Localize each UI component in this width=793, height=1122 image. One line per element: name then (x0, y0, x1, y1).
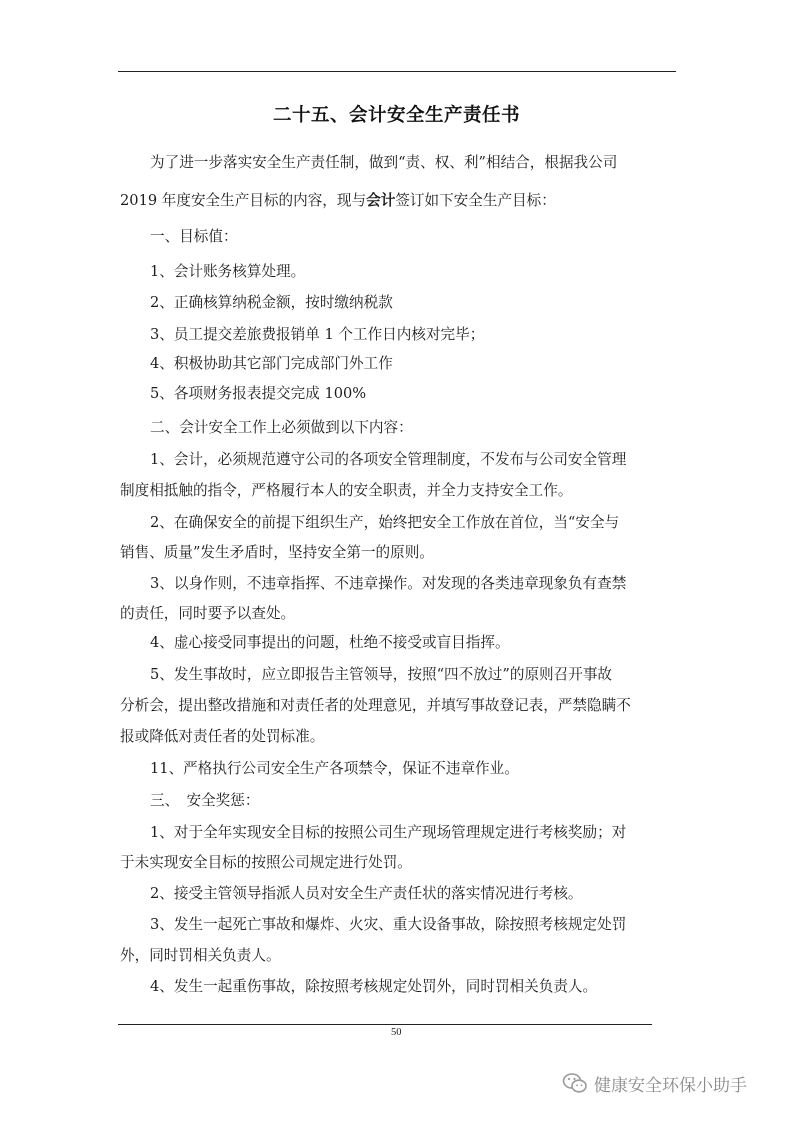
section1-item: 3、员工提交差旅费报销单 1 个工作日内核对完毕； (150, 326, 485, 343)
section2-item-2: 2、在确保安全的前提下组织生产，始终把安全工作放在首位，当“安全与 (150, 514, 620, 531)
section2-item-1-cont: 制度相抵触的指令，严格履行本人的安全职责，并全力支持安全工作。 (120, 482, 573, 499)
section3-heading: 三、 安全奖惩： (150, 792, 260, 809)
section3-item-4: 4、发生一起重伤事故，除按照考核规定处罚外，同时罚相关负责人。 (150, 978, 598, 995)
section1-item: 2、正确核算纳税金额，按时缴纳税款 (150, 294, 393, 311)
watermark-text: 健康安全环保小助手 (594, 1075, 747, 1096)
intro-text-before: 2019 年度安全生产目标的内容，现与 (120, 192, 367, 209)
section1-item: 5、各项财务报表提交完成 100% (150, 385, 367, 402)
section1-item: 4、积极协助其它部门完成部门外工作 (150, 355, 393, 372)
section2-item-2-cont: 销售、质量”发生矛盾时，坚持安全第一的原则。 (120, 544, 434, 561)
header-rule (118, 71, 676, 72)
section2-heading: 二、会计安全工作上必须做到以下内容： (150, 419, 413, 436)
section1-item: 1、会计账务核算处理。 (150, 263, 306, 280)
section2-item-1: 1、会计，必须规范遵守公司的各项安全管理制度，不发布与公司安全管理 (150, 451, 627, 468)
footer-rule (118, 1024, 652, 1025)
section2-item-3-cont: 的责任，同时要予以查处。 (120, 605, 296, 622)
section3-item-1: 1、对于全年实现安全目标的按照公司生产现场管理规定进行考核奖励；对 (150, 824, 627, 841)
intro-recipient: 会计 (366, 192, 396, 209)
intro-text-after: 签订如下安全生产目标： (395, 192, 556, 209)
section2-item-4: 4、虚心接受同事提出的问题，杜绝不接受或盲目指挥。 (150, 634, 510, 651)
intro-line-1: 为了进一步落实安全生产责任制，做到“责、权、利”相结合，根据我公司 (150, 154, 618, 171)
document-title: 二十五、会计安全生产责任书 (272, 105, 520, 126)
intro-line-2 (120, 191, 556, 211)
section2-item-11: 11、严格执行公司安全生产各项禁令，保证不违章作业。 (150, 760, 519, 777)
wechat-icon (562, 1072, 588, 1094)
section1-heading: 一、目标值： (150, 228, 238, 245)
section3-item-1-cont: 于未实现安全目标的按照公司规定进行处罚。 (120, 854, 412, 871)
watermark (562, 1070, 747, 1096)
section3-item-3: 3、发生一起死亡事故和爆炸、火灾、重大设备事故，除按照考核规定处罚 (150, 916, 627, 933)
section2-item-5: 5、发生事故时，应立即报告主管领导，按照“四不放过”的原则召开事故 (150, 666, 613, 683)
section2-item-5-cont: 分析会，提出整改措施和对责任者的处理意见，并填写事故登记表，严禁隐瞒不 (120, 697, 631, 714)
page-number: 50 (391, 1027, 402, 1038)
section2-item-5-cont: 报或降低对责任者的处罚标准。 (120, 728, 325, 745)
section3-item-2: 2、接受主管领导指派人员对安全生产责任状的落实情况进行考核。 (150, 885, 583, 902)
section2-item-3: 3、以身作则，不违章指挥、不违章操作。对发现的各类违章现象负有查禁 (150, 575, 627, 592)
section3-item-3-cont: 外，同时罚相关负责人。 (120, 947, 281, 964)
